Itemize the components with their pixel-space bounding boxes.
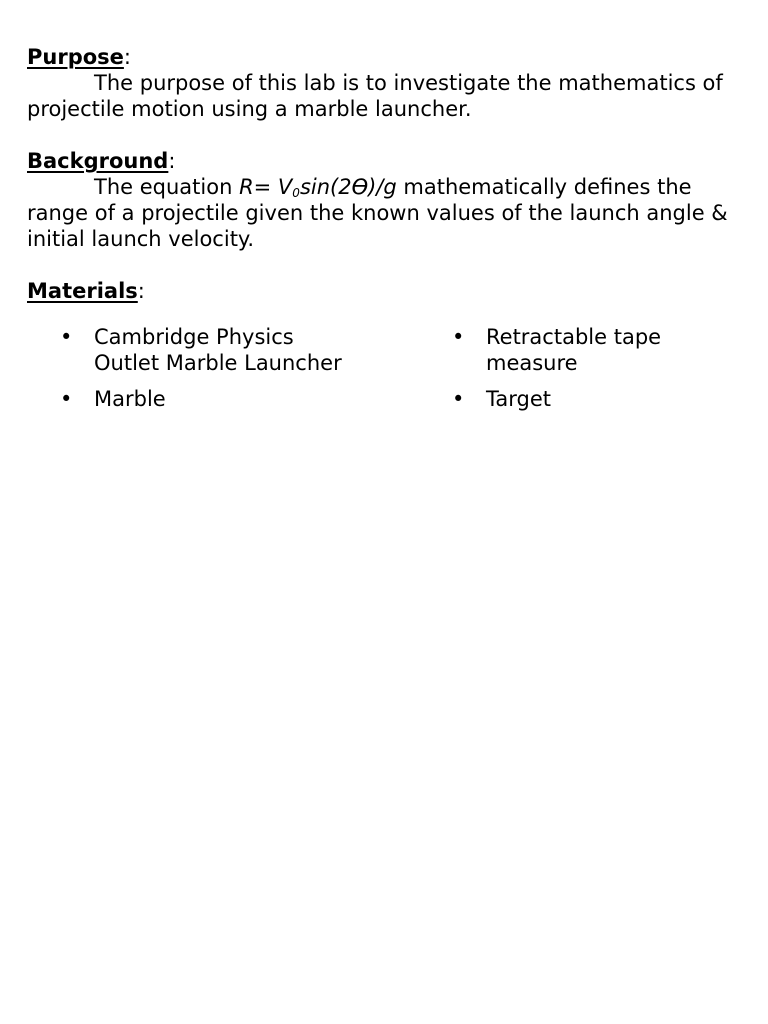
materials-colon: : xyxy=(137,279,145,303)
material-item xyxy=(419,324,719,376)
background-heading-line xyxy=(27,148,747,174)
materials-list xyxy=(27,324,747,454)
background-text-after: mathematically defines the range of a projectile given the known values of the launch angle & initial launch velocity. xyxy=(27,175,728,251)
section-spacer xyxy=(27,122,747,148)
material-item xyxy=(27,324,347,376)
bullet-icon: • xyxy=(452,387,465,411)
materials-right-column xyxy=(419,324,719,422)
background-text-before: The equation xyxy=(94,175,240,199)
material-item xyxy=(419,386,719,412)
background-paragraph xyxy=(27,174,747,252)
material-label: Cambridge Physics Outlet Marble Launcher xyxy=(94,325,342,375)
background-heading: Background xyxy=(27,149,169,173)
section-spacer xyxy=(27,252,747,278)
purpose-heading-line xyxy=(27,44,747,70)
equation-subscript: 0 xyxy=(292,186,300,200)
equation-part-2: sin(2ϴ)/g xyxy=(299,175,397,199)
purpose-heading: Purpose xyxy=(27,45,124,69)
purpose-paragraph: The purpose of this lab is to investigate the mathematics of projectile motion using a marble launcher. xyxy=(27,71,723,121)
range-equation xyxy=(239,175,397,199)
material-label: Retractable tape measure xyxy=(486,325,662,375)
materials-heading: Materials xyxy=(27,279,138,303)
equation-part-1: R= V xyxy=(239,175,293,199)
document-page xyxy=(27,44,747,454)
material-label: Marble xyxy=(94,387,166,411)
bullet-icon: • xyxy=(452,325,465,349)
materials-heading-line xyxy=(27,278,747,304)
bullet-icon: • xyxy=(60,325,73,349)
bullet-icon: • xyxy=(60,387,73,411)
purpose-colon: : xyxy=(123,45,131,69)
material-item xyxy=(27,386,347,412)
material-label: Target xyxy=(486,387,551,411)
background-colon: : xyxy=(168,149,176,173)
materials-left-column xyxy=(27,324,347,422)
